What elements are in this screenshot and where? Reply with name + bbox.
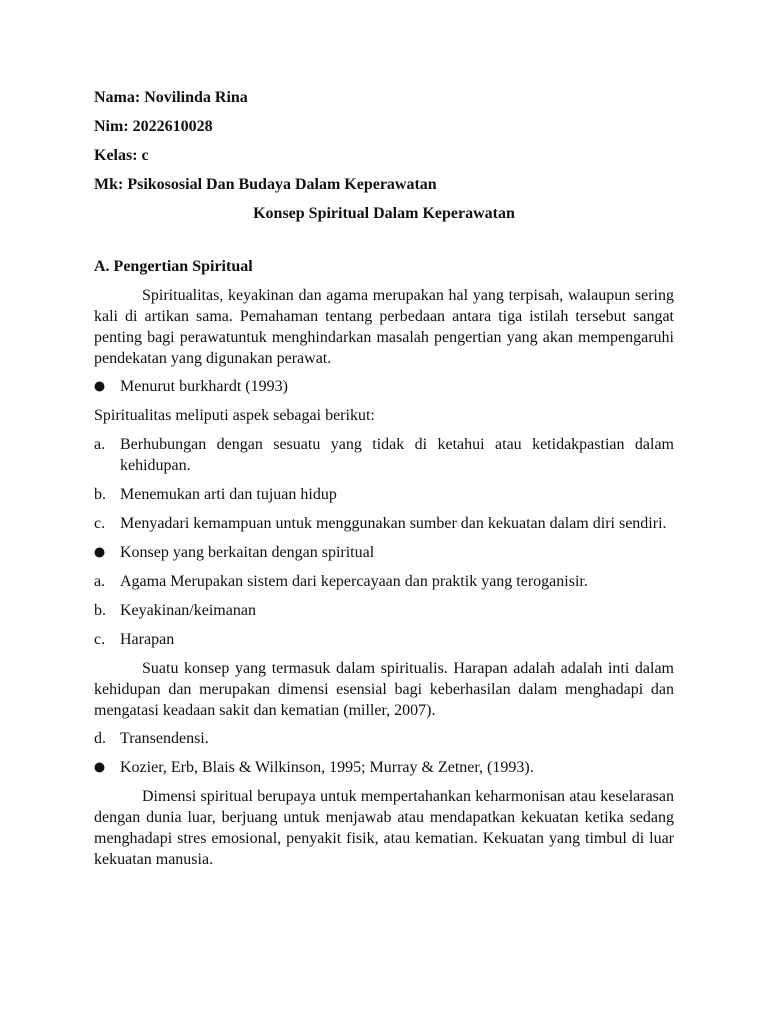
list-text: Berhubungan dengan sesuatu yang tidak di ketahui atau ketidakpastian dalam kehidupan. bbox=[120, 436, 674, 474]
bullet-text: Konsep yang berkaitan dengan spiritual bbox=[120, 544, 375, 561]
student-id: Nim: 2022610028 bbox=[94, 118, 213, 135]
list-item bbox=[94, 728, 674, 749]
list-intro: Spiritualitas meliputi aspek sebagai berikut: bbox=[94, 407, 375, 424]
paragraph-intro: Spiritualitas, keyakinan dan agama merupakan hal yang terpisah, walaupun sering kali di artikan sama. Pemahaman tentang perbedaan antara tiga istilah tersebut sangat penting bagi perawatuntuk menghindarkan masalah pengertian yang akan mempengaruhi pendekatan yang digunakan perawat. bbox=[94, 287, 674, 367]
list-item bbox=[94, 484, 674, 505]
list-item bbox=[94, 434, 674, 476]
bullet-item bbox=[94, 757, 674, 778]
bullet-item bbox=[94, 376, 674, 397]
list-marker: a. bbox=[94, 573, 106, 590]
paragraph-dimensi: Dimensi spiritual berupaya untuk mempertahankan keharmonisan atau keselarasan dengan dunia luar, berjuang untuk menjawab atau mendapatkan kekuatan ketika sedang menghadapi stres emosional, penyakit fisik, atau kematian. Kekuatan yang timbul di luar kekuatan manusia. bbox=[94, 788, 674, 868]
bullet-dot-icon bbox=[94, 542, 120, 563]
bullet-dot-icon bbox=[94, 757, 120, 778]
list-marker: b. bbox=[94, 486, 106, 503]
list-marker: d. bbox=[94, 730, 106, 747]
bullet-dot-icon bbox=[94, 376, 120, 397]
student-name: Nama: Novilinda Rina bbox=[94, 89, 248, 106]
list-marker: c. bbox=[94, 631, 106, 648]
document-title: Konsep Spiritual Dalam Keperawatan bbox=[253, 205, 515, 222]
list-item bbox=[94, 600, 674, 621]
list-text: Menemukan arti dan tujuan hidup bbox=[120, 486, 337, 503]
bullet-text: Menurut burkhardt (1993) bbox=[120, 378, 288, 395]
list-marker: b. bbox=[94, 602, 106, 619]
bullet-item bbox=[94, 542, 674, 563]
paragraph-harapan: Suatu konsep yang termasuk dalam spiritualis. Harapan adalah adalah inti dalam kehidupan dan merupakan dimensi esensial bagi keberhasilan dalam menghadapi dan mengatasi keadaan sakit dan kematian (miller, 2007). bbox=[94, 660, 674, 719]
list-item bbox=[94, 513, 674, 534]
list-item bbox=[94, 629, 674, 650]
bullet-text: Kozier, Erb, Blais & Wilkinson, 1995; Murray & Zetner, (1993). bbox=[120, 759, 534, 776]
list-text: Harapan bbox=[120, 631, 175, 648]
list-item bbox=[94, 571, 674, 592]
list-marker: a. bbox=[94, 436, 106, 453]
section-heading: A. Pengertian Spiritual bbox=[94, 258, 253, 275]
list-text: Keyakinan/keimanan bbox=[120, 602, 256, 619]
list-text: Transendensi. bbox=[120, 730, 209, 747]
list-text: Agama Merupakan sistem dari kepercayaan dan praktik yang teroganisir. bbox=[120, 573, 588, 590]
course-name: Mk: Psikososial Dan Budaya Dalam Keperawatan bbox=[94, 176, 437, 193]
student-class: Kelas: c bbox=[94, 147, 149, 164]
list-text: Menyadari kemampuan untuk menggunakan sumber dan kekuatan dalam diri sendiri. bbox=[120, 515, 667, 532]
list-marker: c. bbox=[94, 515, 106, 532]
